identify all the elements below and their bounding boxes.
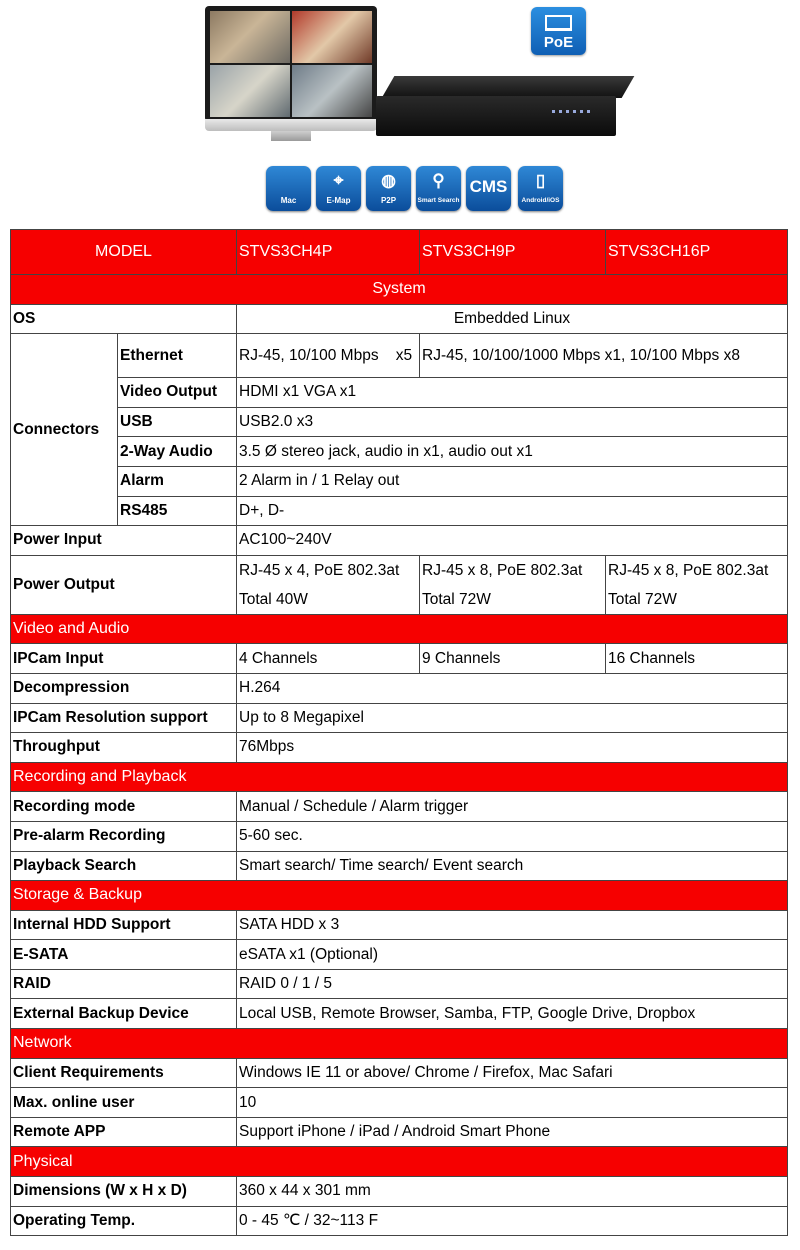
row-value-esata: eSATA x1 (Optional) <box>237 940 788 970</box>
table-row <box>11 378 788 408</box>
magnifier-icon: ⚲ Smart Search <box>416 166 461 211</box>
row-label-max-user: Max. online user <box>11 1088 237 1118</box>
feature-label-emap: E-Map <box>326 196 351 205</box>
row-value-usb: USB2.0 x3 <box>237 407 788 437</box>
row-value-raid: RAID 0 / 1 / 5 <box>237 969 788 999</box>
row-label-ethernet: Ethernet <box>118 334 237 378</box>
table-row <box>11 733 788 763</box>
table-row <box>11 496 788 526</box>
spec-table <box>10 229 788 1236</box>
table-row <box>11 526 788 556</box>
row-value-ipcam-input-9p: 9 Channels <box>420 644 606 674</box>
row-value-remote-app: Support iPhone / iPad / Android Smart Phone <box>237 1117 788 1147</box>
table-row <box>11 792 788 822</box>
feature-label-smart-search: Smart Search <box>417 197 460 204</box>
section-network <box>11 1029 788 1059</box>
power-output-9p-line1: RJ-45 x 8, PoE 802.3at <box>422 561 583 579</box>
monitor-image <box>205 6 377 141</box>
row-label-audio: 2-Way Audio <box>118 437 237 467</box>
section-recording <box>11 762 788 792</box>
table-row <box>11 407 788 437</box>
section-title-storage: Storage & Backup <box>11 881 788 911</box>
section-storage <box>11 881 788 911</box>
row-value-backup: Local USB, Remote Browser, Samba, FTP, Google Drive, Dropbox <box>237 999 788 1029</box>
table-row <box>11 1117 788 1147</box>
row-label-backup: External Backup Device <box>11 999 237 1029</box>
row-label-esata: E-SATA <box>11 940 237 970</box>
row-label-playback: Playback Search <box>11 851 237 881</box>
table-row <box>11 466 788 496</box>
table-row <box>11 673 788 703</box>
row-label-alarm: Alarm <box>118 466 237 496</box>
row-label-prealarm: Pre-alarm Recording <box>11 821 237 851</box>
nvr-device-image <box>372 76 628 138</box>
section-title-video-audio: Video and Audio <box>11 614 788 644</box>
row-value-power-output-16p <box>606 555 788 614</box>
section-title-network: Network <box>11 1029 788 1059</box>
row-value-alarm: 2 Alarm in / 1 Relay out <box>237 466 788 496</box>
table-row <box>11 1058 788 1088</box>
row-label-raid: RAID <box>11 969 237 999</box>
row-label-rs485: RS485 <box>118 496 237 526</box>
row-label-resolution: IPCam Resolution support <box>11 703 237 733</box>
feature-label-p2p: P2P <box>380 196 397 205</box>
row-value-power-output-9p <box>420 555 606 614</box>
power-output-9p-line2: Total 72W <box>422 590 491 608</box>
row-label-recording-mode: Recording mode <box>11 792 237 822</box>
row-label-ipcam-input: IPCam Input <box>11 644 237 674</box>
feature-label-cms: CMS <box>469 177 508 196</box>
section-title-physical: Physical <box>11 1147 788 1177</box>
model-stvs3ch4p: STVS3CH4P <box>237 230 420 275</box>
power-output-16p-line1: RJ-45 x 8, PoE 802.3at <box>608 561 769 579</box>
row-value-throughput: 76Mbps <box>237 733 788 763</box>
row-label-video-output: Video Output <box>118 378 237 408</box>
model-label: MODEL <box>11 230 237 275</box>
row-label-connectors: Connectors <box>11 334 118 526</box>
row-label-power-output: Power Output <box>11 555 237 614</box>
row-value-ethernet-others: RJ-45, 10/100/1000 Mbps x1, 10/100 Mbps x8 <box>420 334 788 378</box>
row-label-dimensions: Dimensions (W x H x D) <box>11 1177 237 1207</box>
map-pin-icon: ⌖ E-Map <box>316 166 361 211</box>
table-row <box>11 555 788 614</box>
camera-icon: ◍ P2P <box>366 166 411 211</box>
product-hero <box>0 0 800 222</box>
table-row <box>11 304 788 334</box>
table-row <box>11 437 788 467</box>
power-output-16p-line2: Total 72W <box>608 590 677 608</box>
model-row <box>11 230 788 275</box>
table-row <box>11 999 788 1029</box>
table-row <box>11 940 788 970</box>
row-value-client: Windows IE 11 or above/ Chrome / Firefox, Mac Safari <box>237 1058 788 1088</box>
row-value-video-output: HDMI x1 VGA x1 <box>237 378 788 408</box>
row-value-recording-mode: Manual / Schedule / Alarm trigger <box>237 792 788 822</box>
section-video-audio <box>11 614 788 644</box>
poe-icon <box>531 7 586 55</box>
table-row <box>11 1206 788 1236</box>
row-value-rs485: D+, D- <box>237 496 788 526</box>
row-value-audio: 3.5 Ø stereo jack, audio in x1, audio out x1 <box>237 437 788 467</box>
model-stvs3ch9p: STVS3CH9P <box>420 230 606 275</box>
row-value-ipcam-input-4p: 4 Channels <box>237 644 420 674</box>
row-label-remote-app: Remote APP <box>11 1117 237 1147</box>
row-label-decompression: Decompression <box>11 673 237 703</box>
model-stvs3ch16p: STVS3CH16P <box>606 230 788 275</box>
row-value-power-input: AC100~240V <box>237 526 788 556</box>
row-label-temp: Operating Temp. <box>11 1206 237 1236</box>
row-label-throughput: Throughput <box>11 733 237 763</box>
row-label-client: Client Requirements <box>11 1058 237 1088</box>
table-row <box>11 1177 788 1207</box>
row-label-os: OS <box>11 304 237 334</box>
row-label-usb: USB <box>118 407 237 437</box>
apple-icon <box>266 166 311 211</box>
poe-label: PoE <box>543 34 574 51</box>
row-value-decompression: H.264 <box>237 673 788 703</box>
row-label-power-input: Power Input <box>11 526 237 556</box>
row-label-hdd: Internal HDD Support <box>11 910 237 940</box>
feature-label-android-ios: Android/iOS <box>521 197 560 204</box>
row-value-power-output-4p <box>237 555 420 614</box>
section-title-recording: Recording and Playback <box>11 762 788 792</box>
row-value-dimensions: 360 x 44 x 301 mm <box>237 1177 788 1207</box>
table-row <box>11 969 788 999</box>
row-value-max-user: 10 <box>237 1088 788 1118</box>
table-row <box>11 910 788 940</box>
section-system <box>11 275 788 305</box>
table-row <box>11 1088 788 1118</box>
feature-label-mac: Mac <box>280 196 297 205</box>
row-value-hdd: SATA HDD x 3 <box>237 910 788 940</box>
cms-icon <box>466 166 511 211</box>
table-row <box>11 821 788 851</box>
row-value-playback: Smart search/ Time search/ Event search <box>237 851 788 881</box>
row-value-prealarm: 5-60 sec. <box>237 821 788 851</box>
row-value-os: Embedded Linux <box>237 304 788 334</box>
row-value-ethernet-4p: RJ-45, 10/100 Mbps x5 <box>237 334 420 378</box>
row-value-ipcam-input-16p: 16 Channels <box>606 644 788 674</box>
table-row <box>11 851 788 881</box>
power-output-4p-line2: Total 40W <box>239 590 308 608</box>
row-value-resolution: Up to 8 Megapixel <box>237 703 788 733</box>
power-output-4p-line1: RJ-45 x 4, PoE 802.3at <box>239 561 400 579</box>
table-row <box>11 703 788 733</box>
table-row <box>11 334 788 378</box>
row-value-temp: 0 - 45 ℃ / 32~113 F <box>237 1206 788 1236</box>
table-row <box>11 644 788 674</box>
smartphone-icon: ▯ Android/iOS <box>518 166 563 211</box>
section-title-system: System <box>11 275 788 305</box>
section-physical <box>11 1147 788 1177</box>
